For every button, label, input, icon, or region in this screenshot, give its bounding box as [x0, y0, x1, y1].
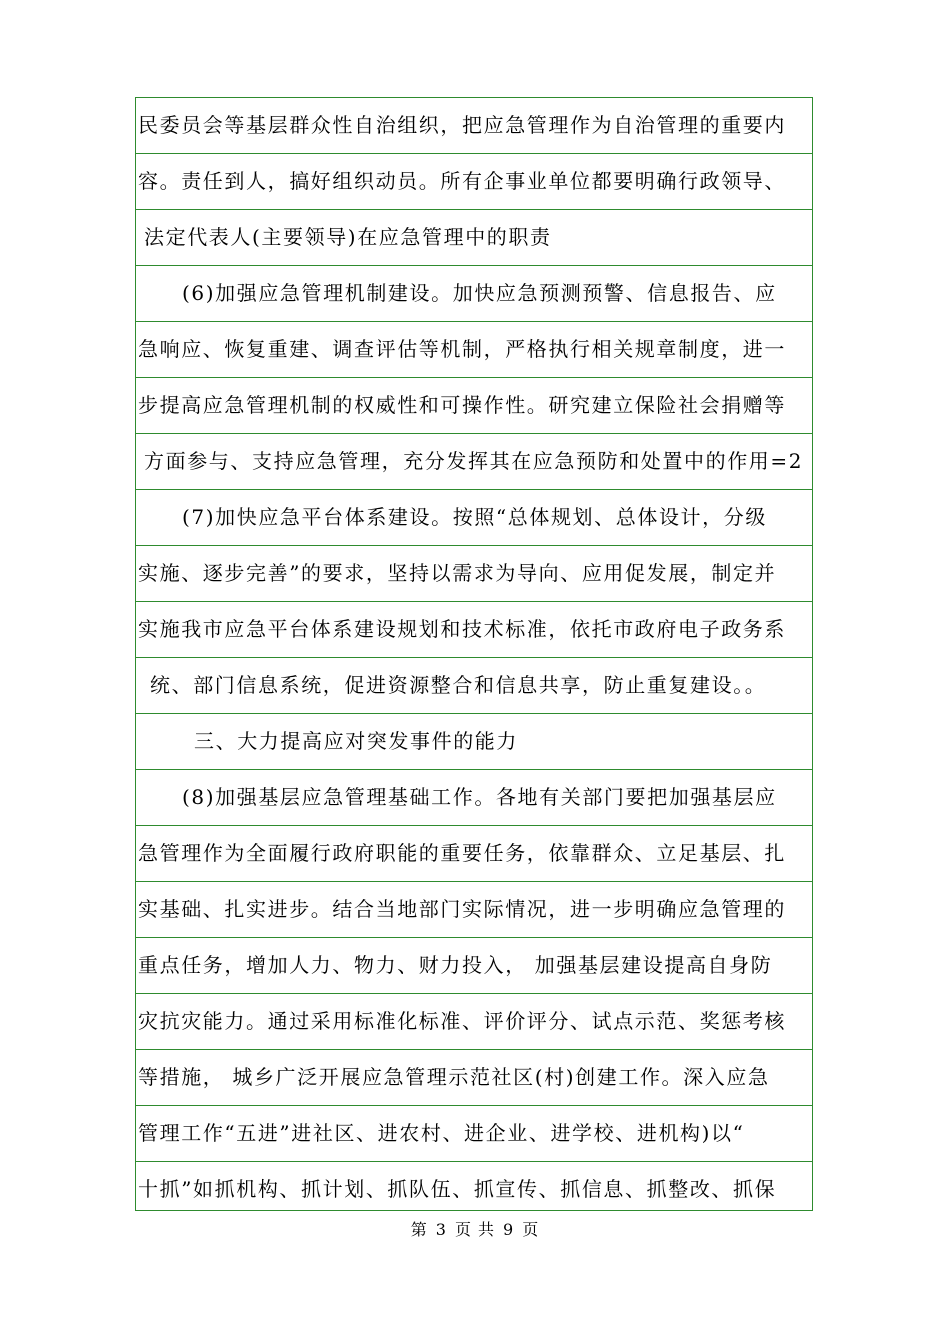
text-line-7: 方面参与、支持应急管理，充分发挥其在应急预防和处置中的作用=2 [136, 434, 812, 490]
text-line-15: 实基础、扎实进步。结合当地部门实际情况，进一步明确应急管理的 [136, 882, 812, 938]
text-line-1: 民委员会等基层群众性自治组织，把应急管理作为自治管理的重要内 [136, 98, 812, 154]
paragraph-7-start: (7)加快应急平台体系建设。按照“总体规划、总体设计，分级 [136, 490, 812, 546]
text-line-10: 实施我市应急平台体系建设规划和技术标准，依托市政府电子政务系 [136, 602, 812, 658]
text-line-18: 等措施， 城乡广泛开展应急管理示范社区(村)创建工作。深入应急 [136, 1050, 812, 1106]
text-line-11: 统、部门信息系统，促进资源整合和信息共享，防止重复建设。。 [136, 658, 812, 714]
text-line-20: 十抓”如抓机构、抓计划、抓队伍、抓宣传、抓信息、抓整改、抓保 [138, 1177, 777, 1201]
footer-suffix: 页 [522, 1220, 540, 1239]
text-line-9: 实施、逐步完善”的要求，坚持以需求为导向、应用促发展，制定并 [136, 546, 812, 602]
text-line-6: 步提高应急管理机制的权威性和可操作性。研究建立保险社会捐赠等 [136, 378, 812, 434]
total-page-count: 9 [503, 1220, 515, 1239]
text-line-14: 急管理作为全面履行政府职能的重要任务，依靠群众、立足基层、扎 [136, 826, 812, 882]
text-line-5: 急响应、恢复重建、调查评估等机制，严格执行相关规章制度，进一 [136, 322, 812, 378]
document-body [135, 97, 813, 1211]
text-line-2: 容。责任到人，搞好组织动员。所有企事业单位都要明确行政领导、 [136, 154, 812, 210]
section-heading-3: 三、大力提高应对突发事件的能力 [136, 714, 812, 770]
footer-prefix: 第 [410, 1220, 428, 1239]
text-line-3: 法定代表人(主要领导)在应急管理中的职责 [136, 210, 812, 266]
text-line-19: 管理工作“五进”进社区、进农村、进企业、进学校、进机构)以“ [136, 1106, 812, 1162]
page-footer [0, 1217, 950, 1240]
text-line-16: 重点任务，增加人力、物力、财力投入， 加强基层建设提高自身防 [136, 938, 812, 994]
footer-mid: 页 共 [454, 1220, 496, 1239]
text-line-17: 灾抗灾能力。通过采用标准化标准、评价评分、试点示范、奖惩考核 [136, 994, 812, 1050]
paragraph-8-start: (8)加强基层应急管理基础工作。各地有关部门要把加强基层应 [136, 770, 812, 826]
paragraph-6-start: (6)加强应急管理机制建设。加快应急预测预警、信息报告、应 [136, 266, 812, 322]
current-page-number: 3 [435, 1220, 447, 1239]
